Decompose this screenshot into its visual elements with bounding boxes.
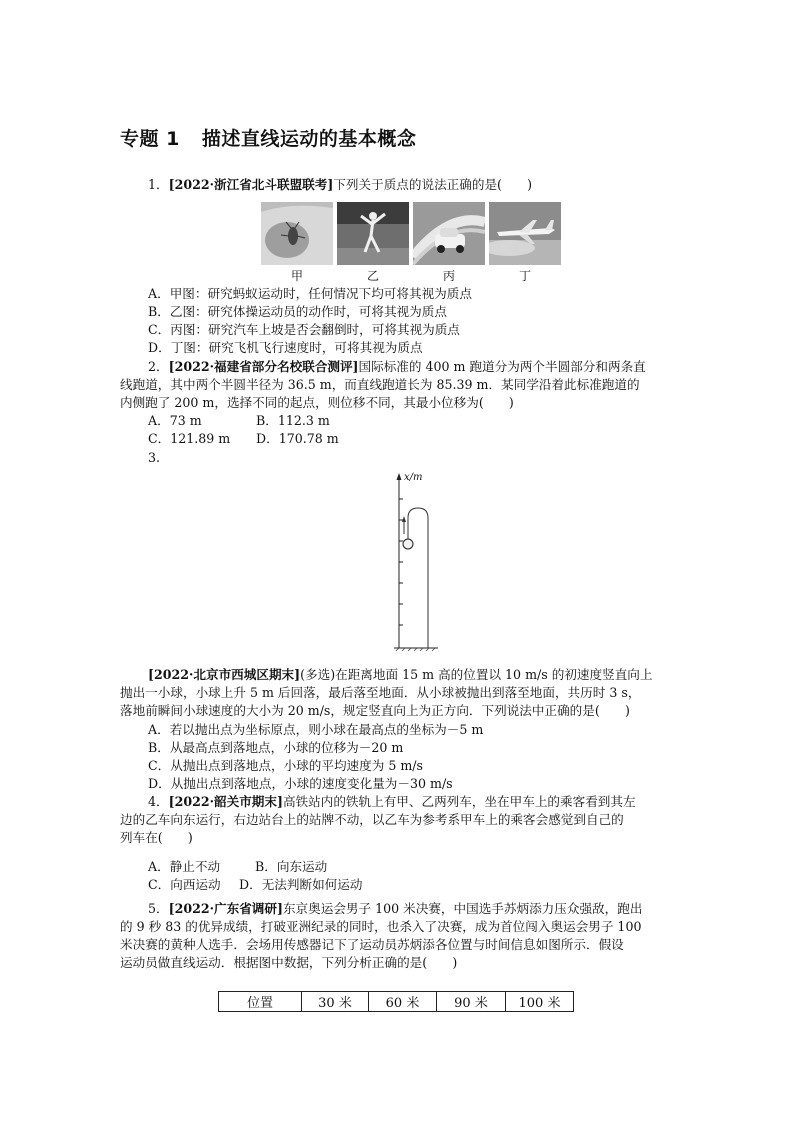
q4-text-1: 高铁站内的铁轨上有甲、乙两列车，坐在甲车上的乘客看到其左 xyxy=(282,794,636,809)
q5-stem-line2: 的 9 秒 83 的优异成绩，打破亚洲纪录的同时，也杀入了决赛，成为首位闯入奥运会男子 100 xyxy=(120,919,642,934)
q2-stem-line1 xyxy=(148,358,646,375)
q1-source: [2022·浙江省北斗联盟联考] xyxy=(168,177,334,192)
q4-option-c: C．向西运动 xyxy=(148,877,221,892)
q3-stem-line1 xyxy=(148,666,652,683)
q1-photos xyxy=(261,202,561,283)
q4-stem-line3: 列车在( ) xyxy=(120,830,193,845)
q2-option-d: D．170.78 m xyxy=(256,431,339,446)
photo-gymnast xyxy=(337,202,409,265)
q4-stem-line1 xyxy=(148,793,636,810)
photo-plane xyxy=(489,202,561,265)
q3-stem-line2: 抛出一小球，小球上升 5 m 后回落，最后落至地面．从小球被抛出到落至地面，共历时 3 s， xyxy=(120,685,641,700)
q4-option-b: B．向东运动 xyxy=(255,859,328,874)
q5-text-1: 东京奥运会男子 100 米决赛，中国选手苏炳添力压众强敌，跑出 xyxy=(282,901,643,916)
q4-stem-line2: 边的乙车向东运行，右边站台上的站牌不动，以乙车为参考系甲车上的乘客会感觉到自己的 xyxy=(120,812,624,827)
q2-stem-line2: 线跑道，其中两个半圆半径为 36.5 m，而直线跑道长为 85.39 m．某同学沿着此标准跑道的 xyxy=(120,377,640,392)
q3-axis-label: x/m xyxy=(404,472,423,483)
table-cell: 30 米 xyxy=(302,992,369,1012)
q3-option-b: B．从最高点到落地点，小球的位移为－20 m xyxy=(148,740,404,755)
q1-option-d: D．丁图：研究飞机飞行速度时，可将其视为质点 xyxy=(148,340,423,355)
q3-figure xyxy=(380,470,450,652)
q3-number: 3. xyxy=(148,450,161,465)
q3-text-1: (多选)在距离地面 15 m 高的位置以 10 m/s 的初速度竖直向上 xyxy=(300,667,653,682)
photo-label-yi: 乙 xyxy=(366,269,379,283)
q1-option-c: C．丙图：研究汽车上坡是否会翻倒时，可将其视为质点 xyxy=(148,322,460,337)
q5-position-table xyxy=(218,991,574,1012)
q4-source: [2022·韶关市期末] xyxy=(168,794,283,809)
q5-stem-line4: 运动员做直线运动．根据图中数据，下列分析正确的是( ) xyxy=(120,955,458,970)
table-cell: 60 米 xyxy=(369,992,437,1012)
q2-number: 2． xyxy=(148,359,169,374)
photo-label-bing: 丙 xyxy=(442,269,455,283)
q2-text-1: 国际标准的 400 m 跑道分为两个半圆部分和两条直 xyxy=(358,359,646,374)
q3-option-a: A．若以抛出点为坐标原点，则小球在最高点的坐标为－5 m xyxy=(148,722,484,737)
q3-option-d: D．从抛出点到落地点，小球的速度变化量为－30 m/s xyxy=(148,776,453,791)
q3-source: [2022·北京市西城区期末] xyxy=(148,667,301,682)
table-cell: 90 米 xyxy=(437,992,506,1012)
q4-number: 4． xyxy=(148,794,169,809)
photo-label-jia: 甲 xyxy=(290,269,303,283)
q3-option-c: C．从抛出点到落地点，小球的平均速度为 5 m/s xyxy=(148,758,423,773)
q2-stem-line3: 内侧跑了 200 m，选择不同的起点，则位移不同，其最小位移为( ) xyxy=(120,395,514,410)
q1-stem xyxy=(148,176,532,193)
table-cell: 位置 xyxy=(219,992,302,1012)
photo-car xyxy=(413,202,485,265)
q4-option-d: D．无法判断如何运动 xyxy=(239,877,363,892)
q1-number: 1． xyxy=(148,177,169,192)
q2-option-a: A．73 m xyxy=(148,413,202,428)
page-title xyxy=(120,124,416,151)
photo-label-ding: 丁 xyxy=(518,269,531,283)
table-cell: 100 米 xyxy=(506,992,574,1012)
photo-ant xyxy=(261,202,333,265)
q1-option-a: A．甲图：研究蚂蚁运动时，任何情况下均可将其视为质点 xyxy=(148,286,472,301)
q2-source: [2022·福建省部分名校联合测评] xyxy=(168,359,359,374)
q5-stem-line1 xyxy=(148,900,642,917)
q5-source: [2022·广东省调研] xyxy=(168,901,283,916)
table-row xyxy=(219,992,574,1012)
q2-option-b: B．112.3 m xyxy=(256,413,330,428)
topic-text: 描述直线运动的基本概念 xyxy=(201,128,417,150)
q4-option-a: A．静止不动 xyxy=(148,859,221,874)
q1-option-b: B．乙图：研究体操运动员的动作时，可将其视为质点 xyxy=(148,304,447,319)
q1-text: 下列关于质点的说法正确的是( ) xyxy=(333,177,533,192)
q5-stem-line3: 米决赛的黄种人选手．会场用传感器记下了运动员苏炳添各位置与时间信息如图所示．假设 xyxy=(120,937,624,952)
q2-option-c: C．121.89 m xyxy=(148,431,231,446)
q3-stem-line3: 落地前瞬间小球速度的大小为 20 m/s，规定竖直向上为正方向．下列说法中正确的是( ) xyxy=(120,703,630,718)
topic-label: 专题 1 xyxy=(120,128,180,150)
q5-number: 5． xyxy=(148,901,169,916)
